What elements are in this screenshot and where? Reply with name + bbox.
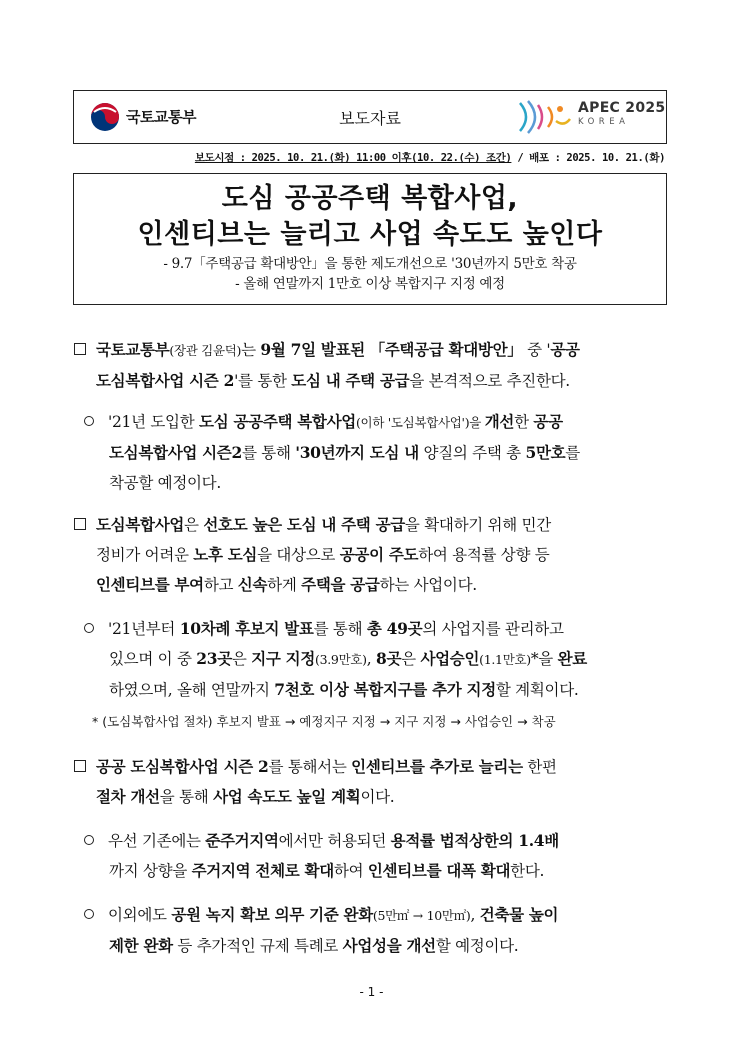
circle-bullet-icon xyxy=(84,416,94,426)
subheadline-1: - 9.7「주택공급 확대방안」을 통한 제도개선으로 '30년까지 5만호 착공 xyxy=(163,256,577,272)
square-bullet-icon xyxy=(74,518,86,530)
circle-bullet-icon xyxy=(84,835,94,845)
circle-bullet-icon xyxy=(84,909,94,919)
paragraph-2: 도심복합사업은 선호도 높은 도심 내 주택 공급을 확대하기 위해 민간 정비가 어려운 노후 도심을 대상으로 공공이 주도하여 용적률 상향 등 인센티브를 부여하고 신속하게 주택을 공급하는 사업이다. xyxy=(74,510,674,600)
apec-title: APEC 2025 xyxy=(578,100,666,116)
title-box xyxy=(73,173,667,305)
paragraph-1-detail: '21년 도입한 도심 공공주택 복합사업(이하 '도심복합사업')을 개선한 공공 도심복합사업 시즌2를 통해 '30년까지 도심 내 양질의 주택 총 5만호를 착공할 예정이다. xyxy=(84,407,684,498)
headline-line2: 인센티브는 늘리고 사업 속도도 높인다 xyxy=(137,219,603,250)
square-bullet-icon xyxy=(74,760,86,772)
paragraph-3-detail-1: 우선 기존에는 준주거지역에서만 허용되던 용적률 법적상한의 1.4배 까지 상향을 주거지역 전체로 확대하여 인센티브를 대폭 확대한다. xyxy=(84,826,684,886)
embargo-time: 보도시점 : 2025. 10. 21.(화) 11:00 이후(10. 22.(수) 조간) xyxy=(194,152,512,164)
paragraph-3-detail-2: 이외에도 공원 녹지 확보 의무 기준 완화(5만㎡ → 10만㎡), 건축물 높이 제한 완화 등 추가적인 규제 특례로 사업성을 개선할 예정이다. xyxy=(84,900,684,961)
release-info xyxy=(195,150,665,165)
apec-emblem-icon xyxy=(516,97,574,137)
square-bullet-icon xyxy=(74,343,86,355)
circle-bullet-icon xyxy=(84,623,94,633)
footnote: * (도심복합사업 절차) 후보지 발표 → 예정지구 지정 → 지구 지정 → 사업승인 → 착공 xyxy=(92,714,556,729)
header-box xyxy=(73,90,667,144)
paragraph-3: 공공 도심복합사업 시즌 2를 통해서는 인센티브를 추가로 늘리는 한편 절차 개선을 통해 사업 속도도 높일 계획이다. xyxy=(74,752,674,812)
subheadline-2: - 올해 연말까지 1만호 이상 복합지구 지정 예정 xyxy=(235,276,505,292)
headline-line1: 도심 공공주택 복합사업, xyxy=(221,183,519,214)
paragraph-2-detail: '21년부터 10차례 후보지 발표를 통해 총 49곳의 사업지를 관리하고 있으며 이 중 23곳은 지구 지정(3.9만호), 8곳은 사업승인(1.1만호)*을 완료 하였으며, 올해 연말까지 7천호 이상 복합지구를 추가 지정할 계획이다. xyxy=(84,614,684,705)
distribution-date: / 배포 : 2025. 10. 21.(화) xyxy=(511,152,665,164)
apec-subtitle: KOREA xyxy=(578,117,630,127)
doc-type: 보도자료 xyxy=(339,109,401,128)
paragraph-1: 국토교통부(장관 김윤덕)는 9월 7일 발표된 「주택공급 확대방안」 중 '공공 도심복합사업 시즌 2'를 통한 도심 내 주택 공급을 본격적으로 추진한다. xyxy=(74,335,674,396)
page-number: - 1 - xyxy=(359,985,384,999)
ministry-name: 국토교통부 xyxy=(126,108,196,126)
apec-logo-text xyxy=(578,100,665,127)
